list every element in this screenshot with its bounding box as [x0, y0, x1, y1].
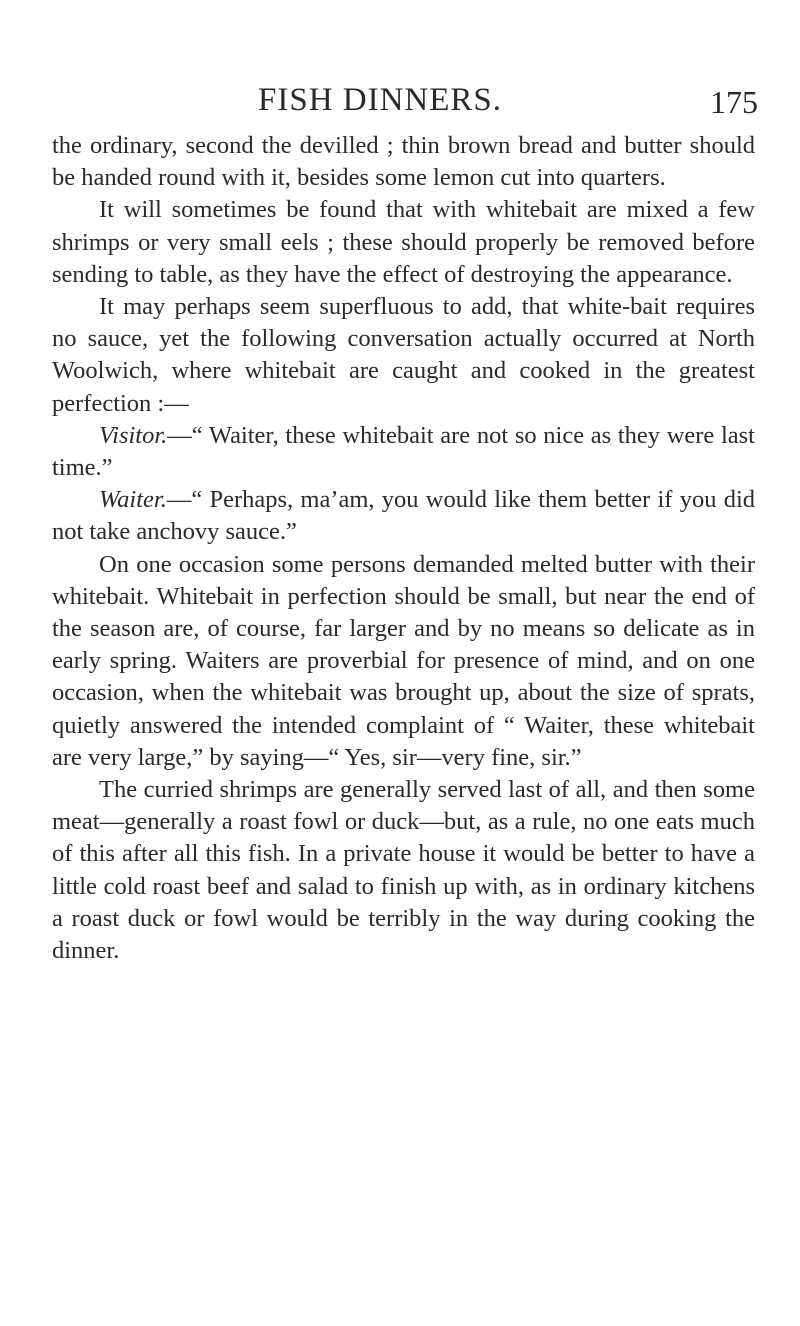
paragraph-text: It will sometimes be found that with whitebait are mixed a few shrimps or very small eels ; these should properly be removed before sending to table, as they have the effect of destroying the appearance. — [52, 196, 755, 288]
paragraph-5-dialogue — [52, 484, 755, 548]
running-head: FISH DINNERS. — [258, 82, 503, 118]
paragraph-1 — [52, 130, 755, 194]
speaker-visitor: Visitor. — [99, 421, 168, 449]
paragraph-text: It may perhaps seem superfluous to add, that white-bait requires no sauce, yet the following conversation actually occurred at North Woolwich, where whitebait are caught and cooked in the greatest perfection :— — [52, 293, 755, 417]
page-number: 175 — [710, 84, 758, 120]
speaker-waiter: Waiter. — [99, 486, 167, 514]
paragraph-text: the ordinary, second the devilled ; thin brown bread and butter should be handed round with it, besides some lemon cut into quarters. — [52, 132, 755, 192]
paragraph-text: The curried shrimps are generally served last of all, and then some meat—generally a roast fowl or duck—but, as a rule, no one eats much of this after all this fish. In a private house it would be better to have a little cold roast beef and salad to finish up with, as in ordinary kitchens a roast duck or fowl would be terribly in the way during cooking the dinner. — [52, 776, 755, 965]
paragraph-3 — [52, 291, 755, 420]
paragraph-6 — [52, 549, 755, 774]
paragraph-7 — [52, 774, 755, 967]
paragraph-text: On one occasion some persons demanded melted butter with their whitebait. Whitebait in perfection should be small, but near the end of the season are, of course, far larger and by no means so delicate as in early spring. Waiters are proverbial for presence of mind, and on one occasion, when the whitebait was brought up, about the size of sprats, quietly answered the intended complaint of “ Waiter, these whitebait are very large,” by saying—“ Yes, sir—very fine, sir.” — [52, 550, 755, 771]
dialogue-text: —“ Waiter, these whitebait are not so nice as they were last time.” — [52, 421, 755, 482]
dialogue-text: —“ Perhaps, ma’am, you would like them better if you did not take anchovy sauce.” — [52, 486, 755, 546]
paragraph-4-dialogue — [52, 420, 755, 484]
paragraph-2 — [52, 194, 755, 291]
body-text — [52, 130, 755, 967]
